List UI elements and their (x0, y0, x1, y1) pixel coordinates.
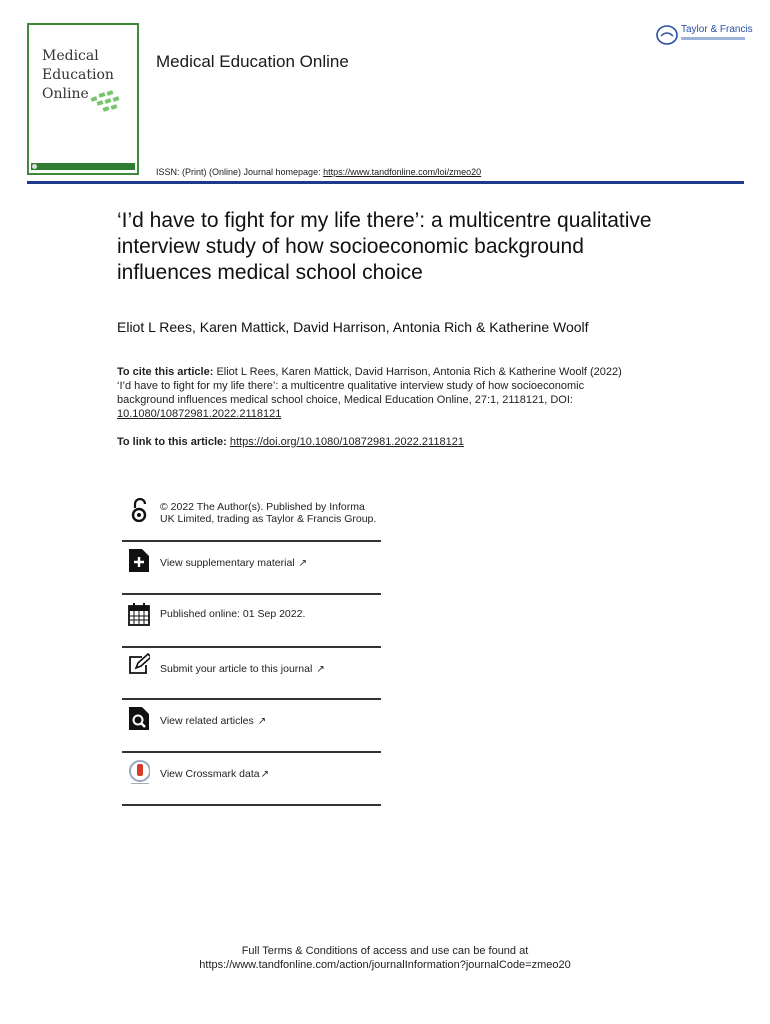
external-link-icon: ↗ (298, 558, 308, 569)
footer-terms: Full Terms & Conditions of access and use can be found at (241, 945, 529, 957)
cover-graphic-icon (87, 87, 127, 115)
license-text: © 2022 The Author(s). Published by Informa UK Limited, trading as Taylor & Francis Group. (160, 501, 377, 525)
header-divider (27, 181, 744, 184)
info-divider (122, 593, 381, 595)
submit-row[interactable] (122, 653, 381, 699)
file-plus-icon (128, 548, 150, 572)
submit-link[interactable]: Submit your article to this journal ↗ (160, 663, 325, 675)
issn-line: ISSN: (Print) (Online) Journal homepage: https://www.tandfonline.com/loi/zmeo20 (156, 167, 482, 177)
footer (0, 944, 770, 972)
calendar-icon (128, 602, 150, 626)
related-articles-link[interactable]: View related articles ↗ (160, 715, 267, 727)
external-link-icon: ↗ (316, 664, 325, 675)
journal-homepage-link[interactable]: https://www.tandfonline.com/loi/zmeo20 (323, 167, 482, 177)
related-row[interactable] (122, 706, 381, 752)
article-link-line: To link to this article: https://doi.org/10.1080/10872981.2022.2118121 (117, 436, 464, 448)
publisher-tagline-bar (681, 37, 745, 40)
info-divider (122, 540, 381, 542)
footer-terms-link[interactable]: https://www.tandfonline.com/action/journalInformation?journalCode=zmeo20 (199, 959, 571, 971)
info-divider (122, 698, 381, 700)
citation-block: To cite this article: Eliot L Rees, Karen Mattick, David Harrison, Antonia Rich & Katherine Woolf (2022) ‘I’d have to fight for my life there’: a multicentre qualitative interview study of how socioeconomic background influences medical school choice, Medical Education Online, 27:1, 2118121, DOI: 10.1080/10872981.2022.2118121 (117, 366, 622, 420)
cover-logo-dot (32, 164, 37, 169)
crossmark-link[interactable]: View Crossmark data↗ (160, 768, 269, 780)
article-title: ‘I’d have to fight for my life there’: a multicentre qualitative interview study of how socioeconomic background influences medical school choice (117, 209, 652, 284)
citation-doi-link[interactable]: 10.1080/10872981.2022.2118121 (117, 408, 282, 420)
external-link-icon: ↗ (257, 716, 267, 727)
article-authors: Eliot L Rees, Karen Mattick, David Harrison, Antonia Rich & Katherine Woolf (117, 319, 589, 335)
info-divider (122, 804, 381, 806)
info-divider (122, 646, 381, 648)
info-divider (122, 751, 381, 753)
open-access-icon (128, 498, 150, 522)
published-row (122, 601, 381, 647)
article-doi-link[interactable]: https://doi.org/10.1080/10872981.2022.2118121 (229, 436, 464, 448)
license-row (122, 496, 381, 542)
external-link-icon: ↗ (260, 769, 269, 780)
supplementary-link[interactable]: View supplementary material ↗ (160, 557, 308, 569)
publisher-name: Taylor & Francis (681, 24, 753, 35)
cover-footer-bar (31, 163, 135, 170)
taylor-francis-logo-icon (656, 24, 680, 46)
published-date: Published online: 01 Sep 2022. (160, 608, 306, 620)
crossmark-icon (128, 760, 150, 784)
journal-cover (27, 23, 139, 175)
journal-name: Medical Education Online (156, 52, 349, 71)
search-document-icon (128, 706, 150, 730)
crossmark-row[interactable] (122, 758, 381, 806)
edit-icon (128, 653, 150, 677)
supplementary-row[interactable] (122, 548, 381, 594)
cover-title: Medical Education Online (42, 48, 114, 102)
